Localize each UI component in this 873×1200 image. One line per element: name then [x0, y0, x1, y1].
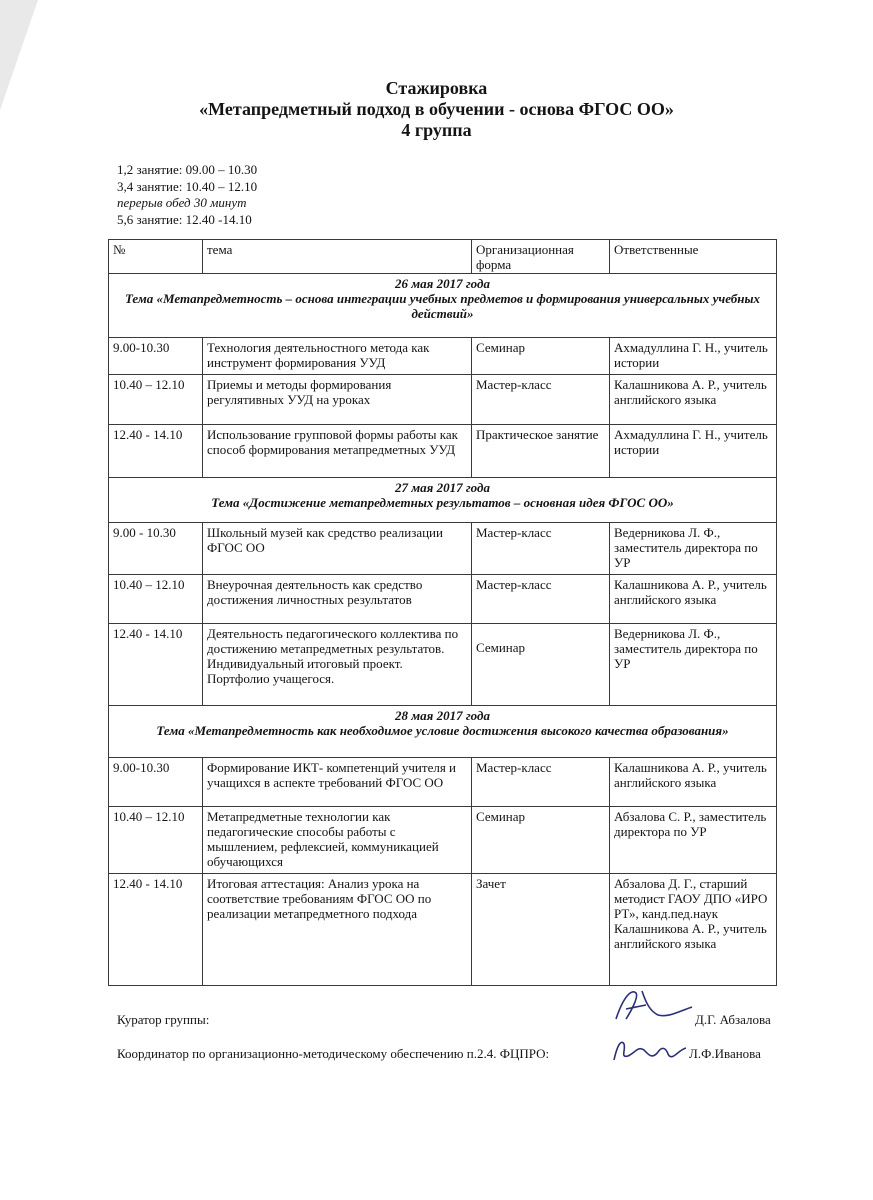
- title-line-1: Стажировка: [385, 78, 488, 98]
- cell-time: 10.40 – 12.10: [109, 375, 203, 425]
- cell-form: Практическое занятие: [472, 425, 610, 478]
- table-row: [109, 375, 777, 425]
- cell-topic: Технология деятельностного метода как инструмент формирования УУД: [203, 338, 472, 375]
- schedule-line: 1,2 занятие: 09.00 – 10.30: [117, 162, 258, 177]
- cell-responsible: Ведерникова Л. Ф., заместитель директора по УР: [610, 523, 777, 575]
- cell-time: 9.00 - 10.30: [109, 523, 203, 575]
- table-row: [109, 758, 777, 807]
- schedule-line: 5,6 занятие: 12.40 -14.10: [117, 211, 252, 227]
- cell-topic: Внеурочная деятельность как средство достижения личностных результатов: [203, 575, 472, 624]
- day-theme: Тема «Метапредметность как необходимое условие достижения высокого качества образования»: [156, 723, 729, 738]
- day-date: 28 мая 2017 года: [395, 708, 490, 723]
- curator-name: Д.Г. Абзалова: [695, 1012, 771, 1027]
- cell-topic: Деятельность педагогического коллектива по достижению метапредметных результатов. Индивидуальный итоговый проект. Портфолио учащегося.: [203, 624, 472, 706]
- cell-time: 10.40 – 12.10: [109, 575, 203, 624]
- day-heading: [109, 274, 777, 338]
- table-row: [109, 807, 777, 874]
- cell-topic: Школьный музей как средство реализации ФГОС ОО: [203, 523, 472, 575]
- cell-topic: Метапредметные технологии как педагогические способы работы с мышлением, рефлексией, коммуникацией обучающихся: [203, 807, 472, 874]
- cell-responsible: Абзалова Д. Г., старший методист ГАОУ ДПО «ИРО РТ», канд.пед.наук Калашникова А. Р., учитель английского языка: [610, 874, 777, 986]
- title-line-2: «Метапредметный подход в обучении - основа ФГОС ОО»: [199, 99, 674, 119]
- header-form: Организационная форма: [472, 240, 610, 274]
- cell-responsible: Абзалова С. Р., заместитель директора по УР: [610, 807, 777, 874]
- cell-topic: Использование групповой формы работы как способ формирования метапредметных УУД: [203, 425, 472, 478]
- day-heading-row: [109, 706, 777, 758]
- cell-time: 10.40 – 12.10: [109, 807, 203, 874]
- cell-responsible: Калашникова А. Р., учитель английского языка: [610, 375, 777, 425]
- table-header-row: [109, 240, 777, 274]
- cell-form: Зачет: [472, 874, 610, 986]
- title-line-3: 4 группа: [401, 120, 472, 140]
- session-schedule: [117, 162, 257, 228]
- cell-responsible: Калашникова А. Р., учитель английского языка: [610, 758, 777, 807]
- coordinator-name: Л.Ф.Иванова: [689, 1046, 761, 1061]
- curator-signature: [606, 985, 696, 1030]
- cell-responsible: Ахмадуллина Г. Н., учитель истории: [610, 425, 777, 478]
- day-heading: [109, 478, 777, 523]
- day-heading: [109, 706, 777, 758]
- day-heading-row: [109, 274, 777, 338]
- cell-topic: Приемы и методы формирования регулятивных УУД на уроках: [203, 375, 472, 425]
- day-date: 27 мая 2017 года: [395, 480, 490, 495]
- day-theme: Тема «Метапредметность – основа интеграции учебных предметов и формирования универсальных учебных действий»: [124, 291, 761, 321]
- table-row: [109, 523, 777, 575]
- cell-topic: Формирование ИКТ- компетенций учителя и учащихся в аспекте требований ФГОС ОО: [203, 758, 472, 807]
- program-table: [108, 239, 777, 986]
- coordinator-label: Координатор по организационно-методическому обеспечению п.2.4. ФЦПРО:: [117, 1046, 550, 1061]
- cell-time: 12.40 - 14.10: [109, 874, 203, 986]
- cell-form: Мастер-класс: [472, 575, 610, 624]
- cell-form: Семинар: [472, 624, 610, 706]
- header-responsible: Ответственные: [610, 240, 777, 274]
- table-row: [109, 425, 777, 478]
- table-row: [109, 338, 777, 375]
- cell-form: Мастер-класс: [472, 523, 610, 575]
- schedule-line-break: перерыв обед 30 минут: [117, 195, 247, 210]
- cell-form: Семинар: [472, 338, 610, 375]
- cell-topic: Итоговая аттестация: Анализ урока на соответствие требованиям ФГОС ОО по реализации метапредметного подхода: [203, 874, 472, 986]
- cell-form: Мастер-класс: [472, 375, 610, 425]
- curator-label: Куратор группы:: [117, 1012, 210, 1027]
- cell-time: 12.40 - 14.10: [109, 425, 203, 478]
- header-topic: тема: [203, 240, 472, 274]
- cell-time: 9.00-10.30: [109, 338, 203, 375]
- cell-form: Семинар: [472, 807, 610, 874]
- cell-time: 12.40 - 14.10: [109, 624, 203, 706]
- schedule-line: 3,4 занятие: 10.40 – 12.10: [117, 178, 258, 194]
- header-number: №: [109, 240, 203, 274]
- table-row: [109, 624, 777, 706]
- cell-form: Мастер-класс: [472, 758, 610, 807]
- document-title: [0, 78, 873, 141]
- cell-time: 9.00-10.30: [109, 758, 203, 807]
- cell-responsible: Калашникова А. Р., учитель английского языка: [610, 575, 777, 624]
- table-row: [109, 874, 777, 986]
- cell-responsible: Ведерникова Л. Ф., заместитель директора по УР: [610, 624, 777, 706]
- table-row: [109, 575, 777, 624]
- day-theme: Тема «Достижение метапредметных результатов – основная идея ФГОС ОО»: [211, 495, 674, 510]
- day-date: 26 мая 2017 года: [395, 276, 490, 291]
- day-heading-row: [109, 478, 777, 523]
- coordinator-signature: [606, 1034, 696, 1073]
- cell-responsible: Ахмадуллина Г. Н., учитель истории: [610, 338, 777, 375]
